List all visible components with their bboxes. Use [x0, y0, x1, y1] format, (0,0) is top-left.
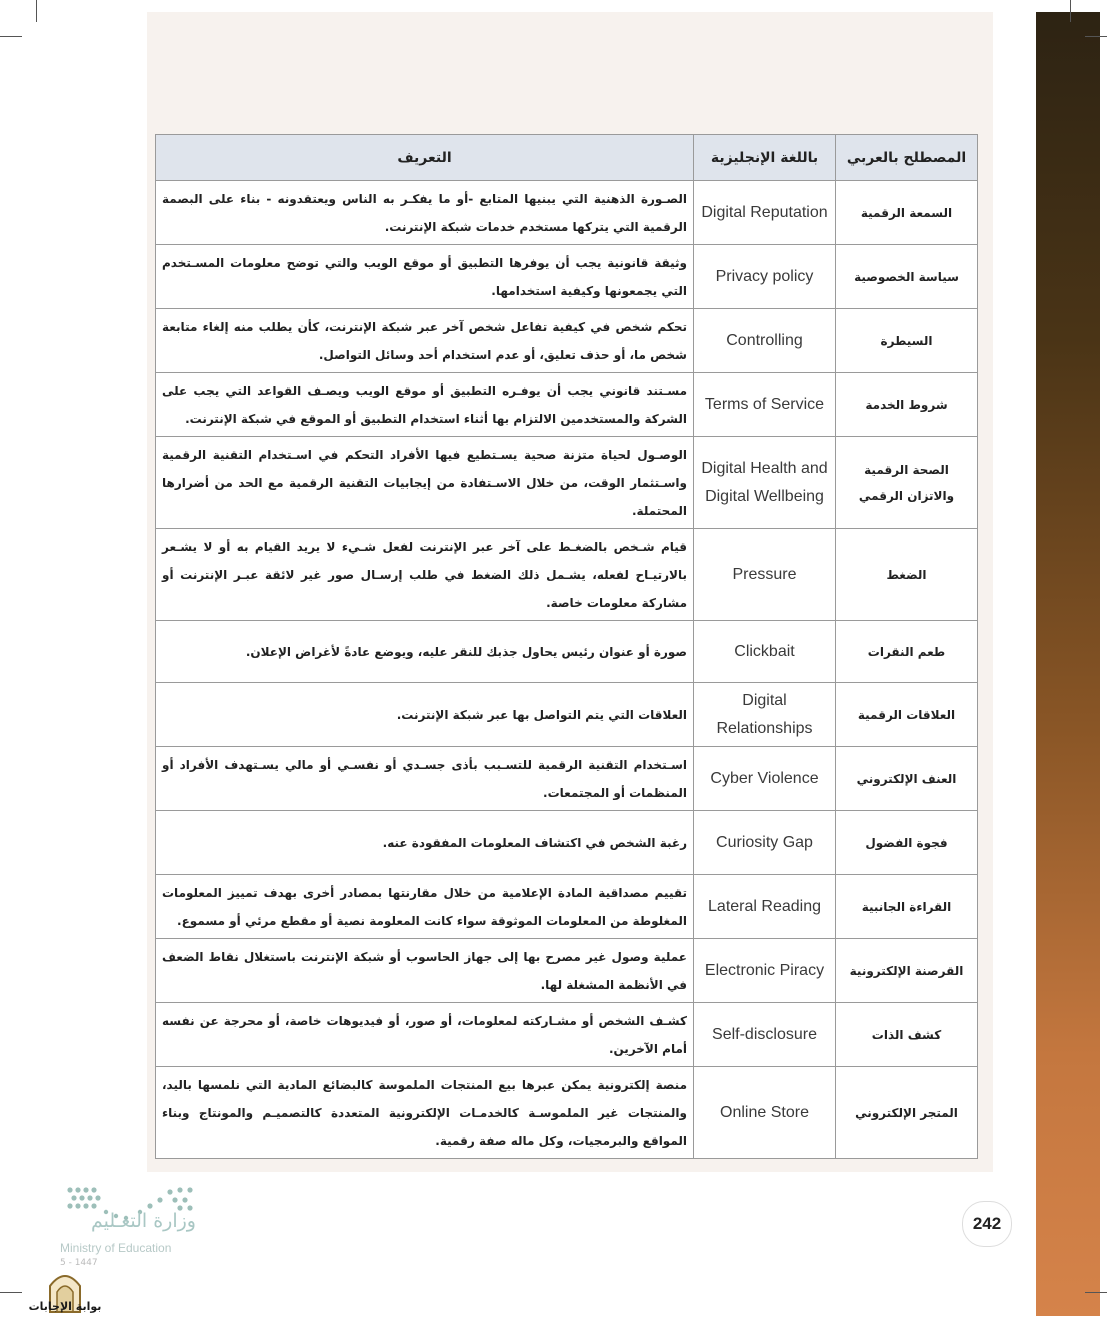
ministry-name-arabic: وزارة التعـليم — [90, 1210, 196, 1232]
crop-mark — [1085, 36, 1107, 37]
definition-cell: منصة إلكترونية يمكن عبرها بيع المنتجات الملموسة كالبضائع المادية التي نلمسها باليد، والمنتجات غير الملموسـة كالخدمـات الإلكترونية المتعددة كالتصميـم والمونتاج وبناء المواقع والبرمجيات، وكل ماله صفة رقمية. — [156, 1067, 694, 1159]
table-row — [156, 373, 978, 437]
table-header-row — [156, 135, 978, 181]
glossary-table-container — [155, 134, 977, 1159]
table-row — [156, 437, 978, 529]
english-term-cell: Digital Relationships — [694, 683, 836, 747]
arabic-term-cell: سياسة الخصوصية — [836, 245, 978, 309]
english-term-cell: Clickbait — [694, 621, 836, 683]
glossary-table — [155, 134, 978, 1159]
crop-mark — [1070, 0, 1071, 22]
definition-cell: وثيقة قانونية يجب أن يوفرها التطبيق أو موقع الويب والتي توضح معلومات المسـتخدم التي يجمعونها وكيفية استخدامها. — [156, 245, 694, 309]
edition-year: 5 - 1447 — [60, 1258, 98, 1268]
table-row — [156, 1003, 978, 1067]
definition-cell: رغبة الشخص في اكتشاف المعلومات المفقودة عنه. — [156, 811, 694, 875]
table-row — [156, 621, 978, 683]
definition-cell: العلاقات التي يتم التواصل بها عبر شبكة الإنترنت. — [156, 683, 694, 747]
table-row — [156, 683, 978, 747]
english-term-cell: Curiosity Gap — [694, 811, 836, 875]
ministry-name-english: Ministry of Education — [60, 1241, 172, 1255]
table-row — [156, 245, 978, 309]
table-row — [156, 529, 978, 621]
table-row — [156, 1067, 978, 1159]
english-term-cell: Digital Reputation — [694, 181, 836, 245]
english-term-cell: Digital Health and Digital Wellbeing — [694, 437, 836, 529]
arabic-term-cell: السيطرة — [836, 309, 978, 373]
english-term-cell: Terms of Service — [694, 373, 836, 437]
header-english-term: باللغة الإنجليزية — [694, 135, 836, 181]
definition-cell: صورة أو عنوان رئيس يحاول جذبك للنقر عليه، ويوضع عادةً لأغراض الإعلان. — [156, 621, 694, 683]
arabic-term-cell: القراءة الجانبية — [836, 875, 978, 939]
definition-cell: الوصـول لحياة متزنة صحية يسـتطيع فيها الأفراد التحكم في اسـتخدام التقنية الرقمية واسـتثمار الوقت، من خلال الاسـتفادة من إيجابيات التقنية الرقمية مع الحد من أضرارها المحتملة. — [156, 437, 694, 529]
english-term-cell: Lateral Reading — [694, 875, 836, 939]
table-row — [156, 875, 978, 939]
crop-mark — [1085, 1292, 1107, 1293]
arabic-term-cell: السمعة الرقمية — [836, 181, 978, 245]
english-term-cell: Self-disclosure — [694, 1003, 836, 1067]
definition-cell: الصـورة الذهنية التي يبنيها المتابع -أو ما يفكـر به الناس ويعتقدونه - بناء على البصمة الرقمية التي يتركها مستخدم خدمات شبكة الإنترنت. — [156, 181, 694, 245]
definition-cell: قيام شـخص بالضغـط على آخر عبر الإنترنت لفعل شـيء لا يريد القيام به أو لا يشـعر بالارتيـاح لفعله، يشـمل ذلك الضغط في طلب إرسـال صور غير لائقة عبـر الإنترنت أو مشاركة معلومات خاصة. — [156, 529, 694, 621]
table-row — [156, 181, 978, 245]
side-decoration-band — [1036, 12, 1100, 1316]
table-row — [156, 939, 978, 1003]
arabic-term-cell: العنف الإلكتروني — [836, 747, 978, 811]
definition-cell: عملية وصول غير مصرح بها إلى جهاز الحاسوب أو شبكة الإنترنت باستغلال نقاط الضعف في الأنظمة المشغلة لها. — [156, 939, 694, 1003]
arabic-term-cell: كشف الذات — [836, 1003, 978, 1067]
definition-cell: اسـتخدام التقنية الرقمية للتسـبب بأذى جسـدي أو نفسـي أو مالي يسـتهدف الأفراد أو المنظمات أو المجتمعات. — [156, 747, 694, 811]
arabic-term-cell: الصحة الرقمية والاتزان الرقمي — [836, 437, 978, 529]
table-row — [156, 309, 978, 373]
crop-mark — [0, 36, 22, 37]
table-row — [156, 747, 978, 811]
arabic-term-cell: المتجر الإلكتروني — [836, 1067, 978, 1159]
arabic-term-cell: الضغط — [836, 529, 978, 621]
english-term-cell: Controlling — [694, 309, 836, 373]
definition-cell: كشـف الشخص أو مشـاركته لمعلومات، أو صور، أو فيديوهات خاصة، أو محرجة عن نفسه أمام الآخرين. — [156, 1003, 694, 1067]
table-row — [156, 811, 978, 875]
arabic-term-cell: العلاقات الرقمية — [836, 683, 978, 747]
english-term-cell: Cyber Violence — [694, 747, 836, 811]
crop-mark — [0, 1292, 22, 1293]
header-arabic-term: المصطلح بالعربي — [836, 135, 978, 181]
english-term-cell: Electronic Piracy — [694, 939, 836, 1003]
definition-cell: تقييم مصداقية المادة الإعلامية من خلال مقارنتها بمصادر أخرى بهدف تمييز المعلومات المغلوطة من المعلومات الموثوقة سواء كانت المعلومة نصية أو مقطع مرئي أو مسموع. — [156, 875, 694, 939]
definition-cell: مسـتند قانوني يجب أن يوفـره التطبيق أو موقع الويب ويصـف القواعد التي يجب على الشركة والمستخدمين الالتزام بها أثناء استخدام التطبيق أو الموقع في شبكة الإنترنت. — [156, 373, 694, 437]
header-definition: التعريف — [156, 135, 694, 181]
arabic-term-cell: فجوة الفضول — [836, 811, 978, 875]
english-term-cell: Privacy policy — [694, 245, 836, 309]
arabic-term-cell: القرصنة الإلكترونية — [836, 939, 978, 1003]
arabic-term-cell: شروط الخدمة — [836, 373, 978, 437]
page-number: 242 — [962, 1201, 1012, 1247]
english-term-cell: Pressure — [694, 529, 836, 621]
english-term-cell: Online Store — [694, 1067, 836, 1159]
arabic-term-cell: طعم النقرات — [836, 621, 978, 683]
portal-name: بوابة الإجابات — [28, 1300, 102, 1313]
definition-cell: تحكم شخص في كيفية تفاعل شخص آخر عبر شبكة الإنترنت، كأن يطلب منه إلغاء متابعة شخص ما، أو حذف تعليق، أو عدم استخدام أحد وسائل التواصل. — [156, 309, 694, 373]
crop-mark — [36, 0, 37, 22]
